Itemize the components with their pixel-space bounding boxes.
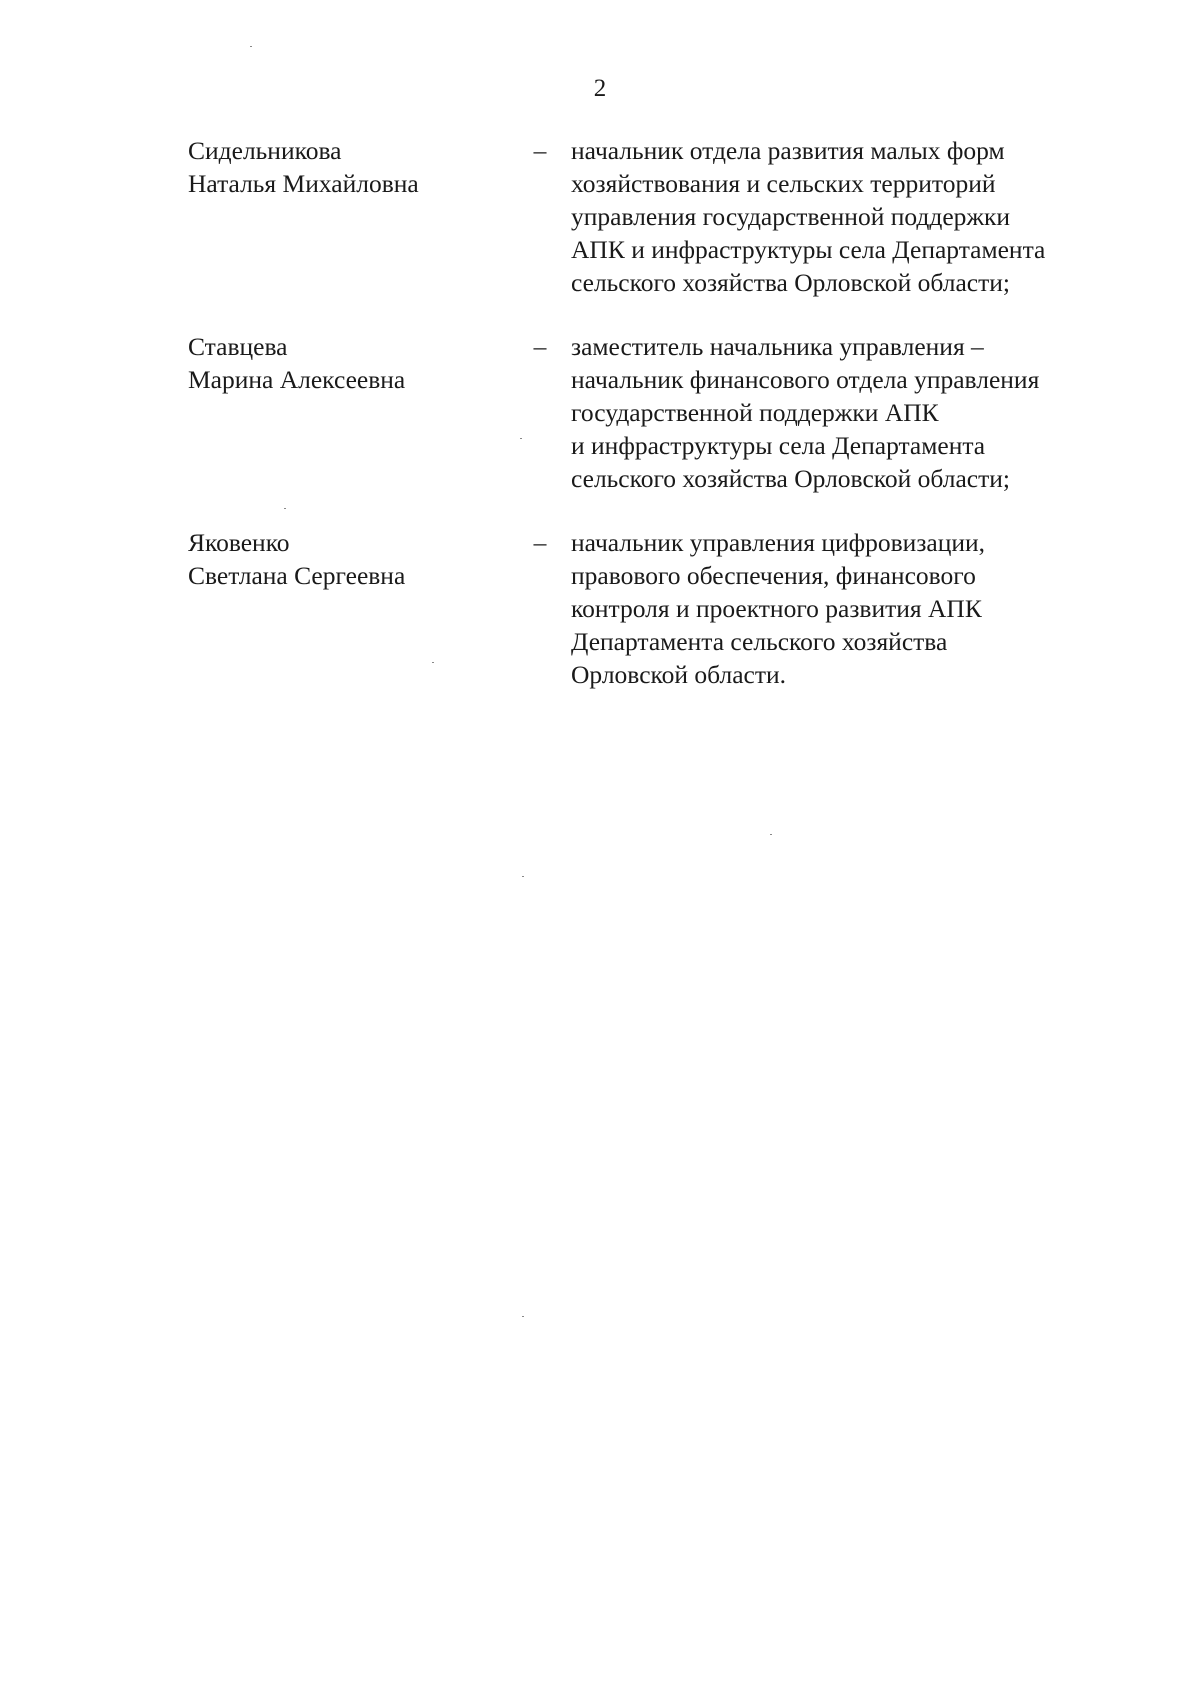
scan-speck xyxy=(770,834,772,835)
position-line: правового обеспечения, финансового xyxy=(571,561,976,590)
separator-dash: – xyxy=(533,528,547,557)
position-line: заместитель начальника управления – xyxy=(571,332,984,361)
position-line: контроля и проектного развития АПК xyxy=(571,594,982,623)
member-given-names: Наталья Михайловна xyxy=(188,169,419,198)
scan-speck xyxy=(522,876,524,877)
position-line: начальник управления цифровизации, xyxy=(571,528,986,557)
position-line: начальник отдела развития малых форм xyxy=(571,136,1005,165)
member-surname: Сидельникова xyxy=(188,136,342,165)
member-position xyxy=(571,330,1111,495)
page-number: 2 xyxy=(593,75,607,102)
separator-dash: – xyxy=(533,332,547,361)
member-name xyxy=(188,134,508,200)
position-line: Департамента сельского хозяйства xyxy=(571,627,948,656)
position-line: сельского хозяйства Орловской области; xyxy=(571,268,1010,297)
scan-speck xyxy=(250,46,252,47)
scan-speck xyxy=(284,508,286,509)
position-line: начальник финансового отдела управления xyxy=(571,365,1040,394)
member-name xyxy=(188,526,508,592)
position-line: государственной поддержки АПК xyxy=(571,398,939,427)
position-line: Орловской области. xyxy=(571,660,786,689)
member-position xyxy=(571,526,1111,691)
member-given-names: Светлана Сергеевна xyxy=(188,561,406,590)
scan-speck xyxy=(432,662,434,663)
position-line: управления государственной поддержки xyxy=(571,202,1011,231)
scan-speck xyxy=(522,1316,524,1317)
position-line: и инфраструктуры села Департамента xyxy=(571,431,986,460)
position-line: хозяйствования и сельских территорий xyxy=(571,169,996,198)
member-surname: Ставцева xyxy=(188,332,288,361)
member-given-names: Марина Алексеевна xyxy=(188,365,406,394)
member-position xyxy=(571,134,1111,299)
position-line: АПК и инфраструктуры села Департамента xyxy=(571,235,1046,264)
scan-speck xyxy=(520,438,522,439)
position-line: сельского хозяйства Орловской области; xyxy=(571,464,1010,493)
separator-dash: – xyxy=(533,136,547,165)
member-name xyxy=(188,330,508,396)
member-surname: Яковенко xyxy=(188,528,290,557)
